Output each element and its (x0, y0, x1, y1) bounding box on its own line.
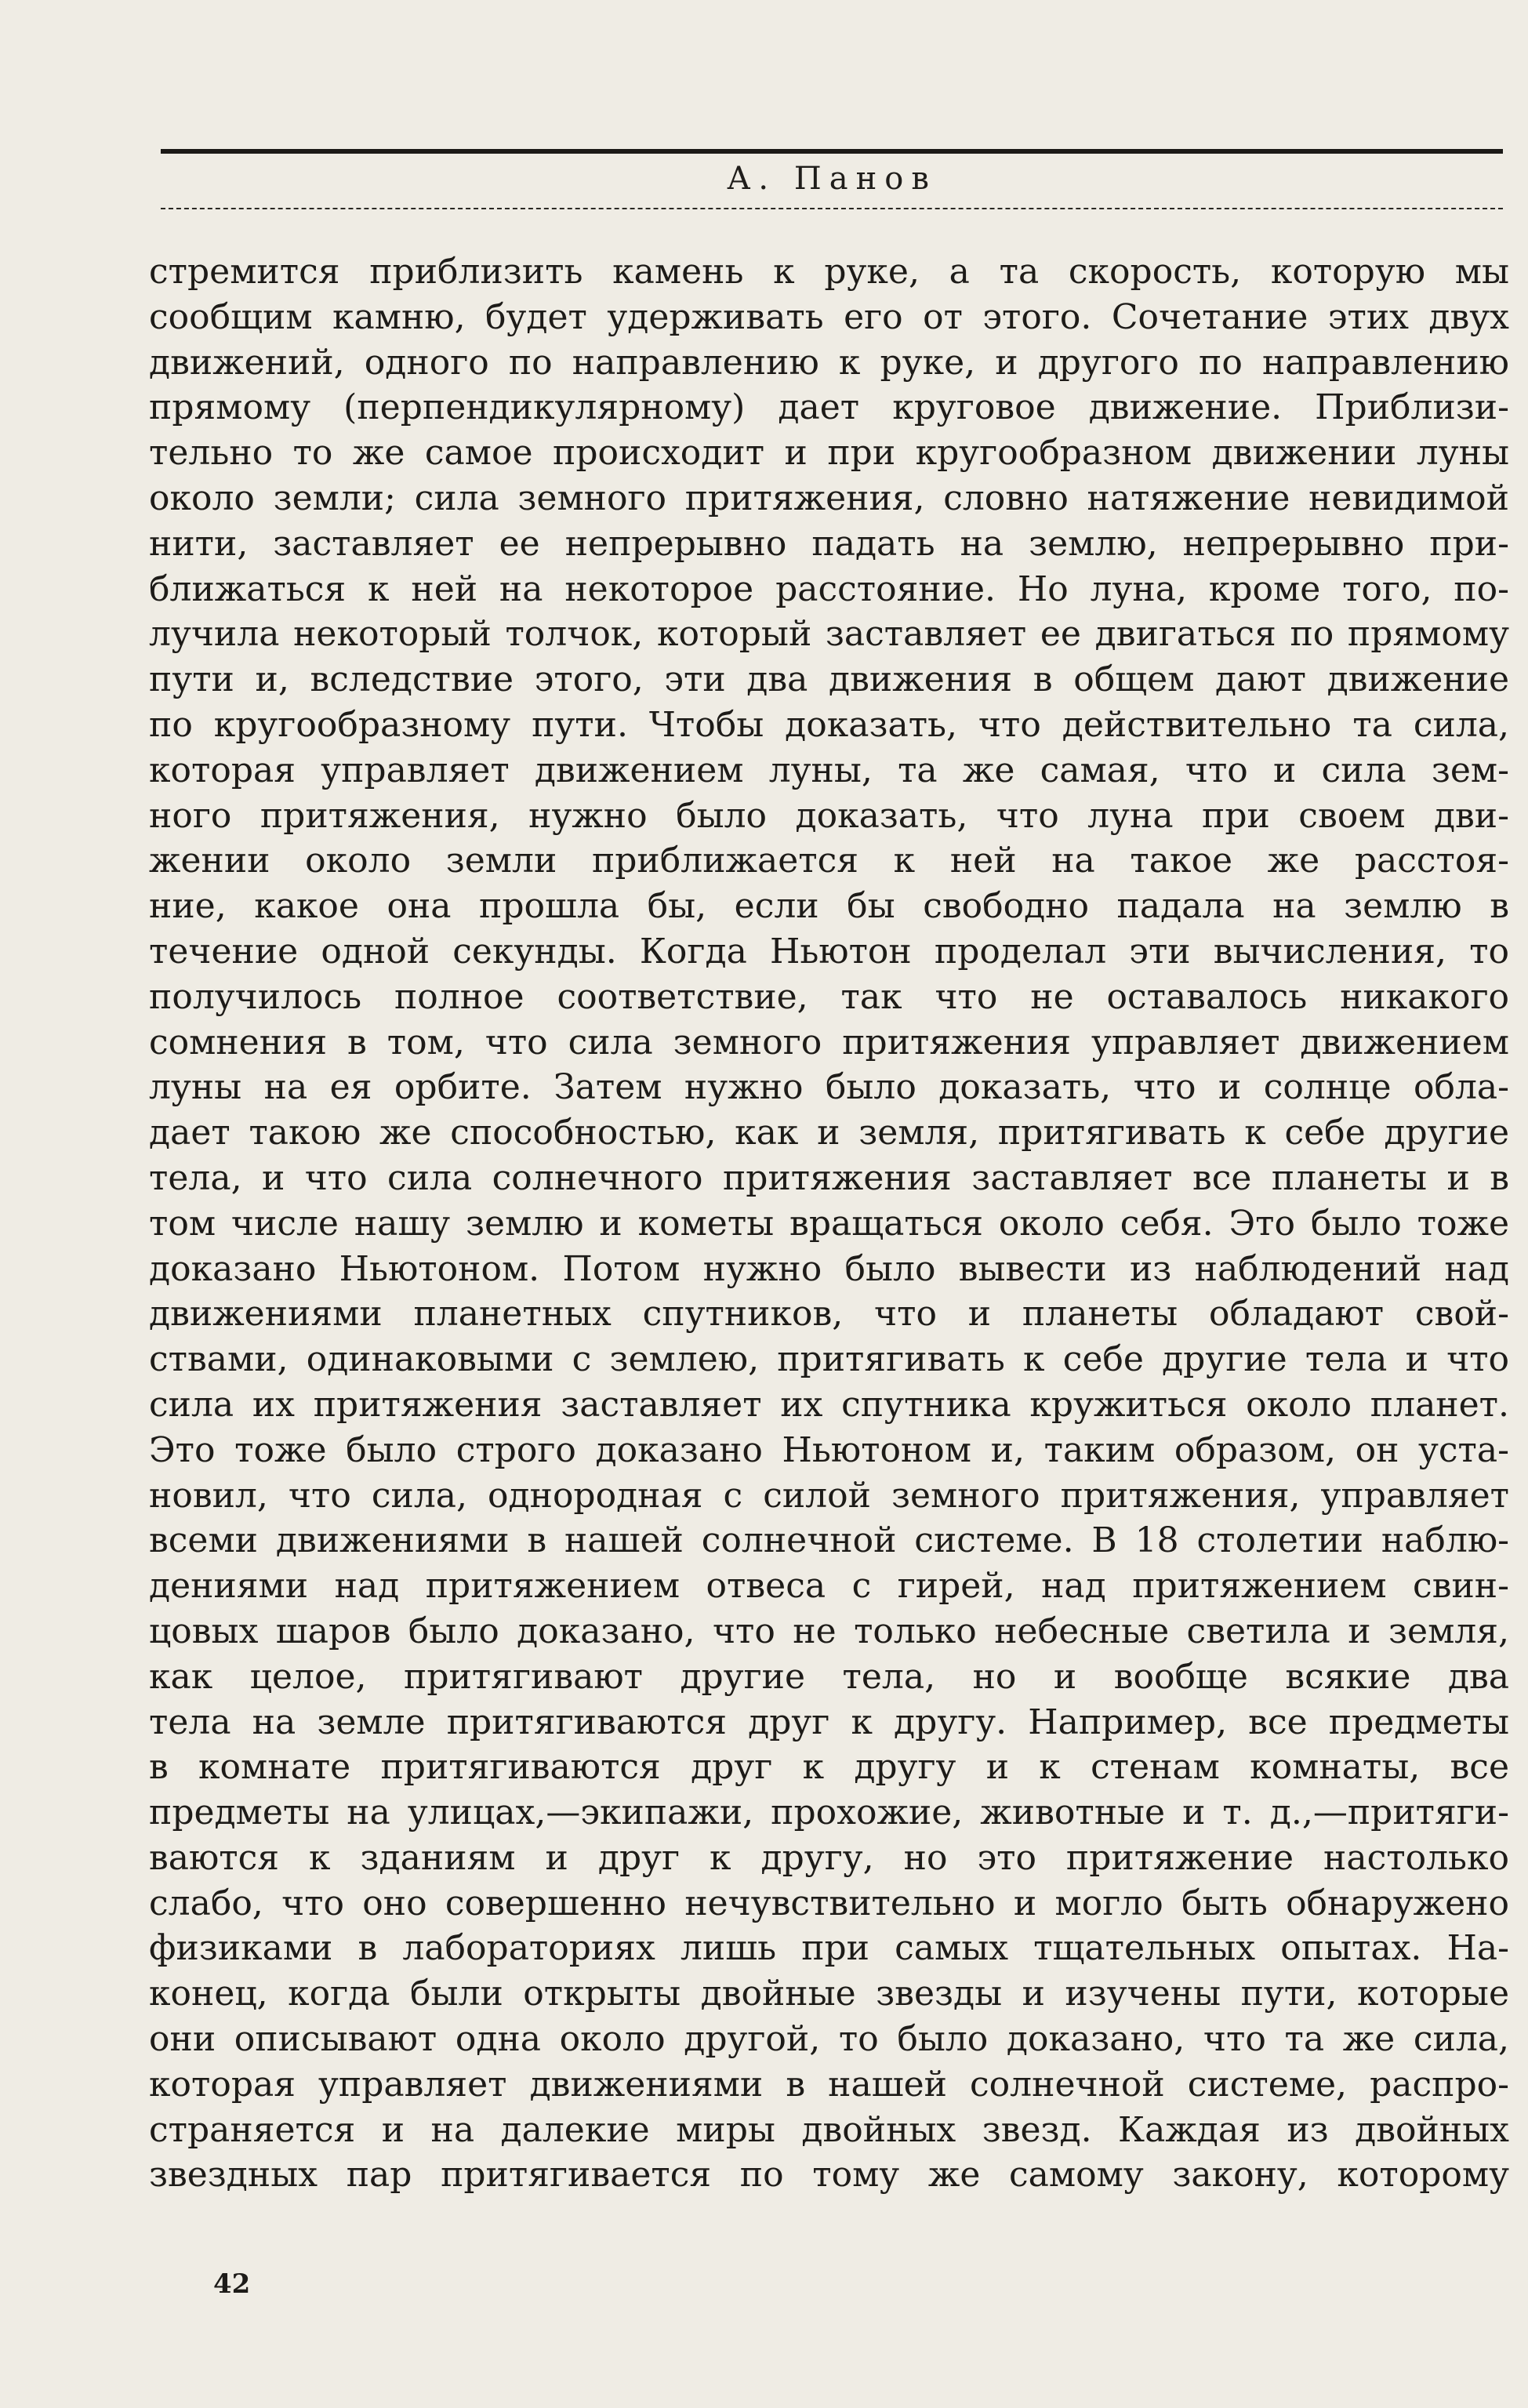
text-line: течение одной секунды. Когда Ньютон проделал эти вычисления, то (149, 931, 1509, 972)
text-line: всеми движениями в нашей солнечной системе. В 18 столетии наблю- (149, 1520, 1509, 1561)
text-line: прямому (перпендикулярному) дает круговое движение. Приблизи- (149, 387, 1509, 428)
page-number: 42 (213, 2268, 251, 2300)
text-line: доказано Ньютоном. Потом нужно было вывести из наблюдений над (149, 1248, 1509, 1289)
text-line: новил, что сила, однородная с силой земного притяжения, управляет (149, 1475, 1509, 1516)
running-head: А. Панов (727, 161, 937, 197)
text-line: как целое, притягивают другие тела, но и вообще всякие два (149, 1656, 1509, 1697)
text-line: цовых шаров было доказано, что не только небесные светила и земля, (149, 1611, 1509, 1651)
text-line: движений, одного по направлению к руке, и другого по направлению (149, 342, 1509, 383)
text-line: страняется и на далекие миры двойных звезд. Каждая из двойных (149, 2109, 1509, 2150)
text-line: они описывают одна около другой, то было доказано, что та же сила, (149, 2019, 1509, 2060)
text-line: нити, заставляет ее непрерывно падать на землю, непрерывно при- (149, 523, 1509, 564)
text-line: получилось полное соответствие, так что не оставалось никакого (149, 976, 1509, 1017)
text-line: лучила некоторый толчок, который заставляет ее двигаться по прямому (149, 614, 1509, 655)
text-line: предметы на улицах,—экипажи, прохожие, животные и т. д.,—притяги- (149, 1792, 1509, 1833)
text-line: сила их притяжения заставляет их спутника кружиться около планет. (149, 1384, 1509, 1425)
header-rule-top (161, 149, 1503, 154)
text-line: дает такою же способностью, как и земля, притягивать к себе другие (149, 1113, 1509, 1153)
text-line: сообщим камню, будет удерживать его от этого. Сочетание этих двух (149, 296, 1509, 337)
text-line: движениями планетных спутников, что и планеты обладают свой- (149, 1294, 1509, 1335)
text-line: луны на ея орбите. Затем нужно было доказать, что и солнце обла- (149, 1067, 1509, 1108)
text-line: жении около земли приближается к ней на такое же расстоя- (149, 841, 1509, 881)
text-line: физиками в лабораториях лишь при самых тщательных опытах. На- (149, 1928, 1509, 1969)
header-rule-bottom (161, 208, 1503, 209)
text-line: ближаться к ней на некоторое расстояние. Но луна, кроме того, по- (149, 568, 1509, 609)
text-line: сомнения в том, что сила земного притяжения управляет движением (149, 1022, 1509, 1062)
text-line: которая управляет движением луны, та же самая, что и сила зем- (149, 750, 1509, 790)
text-line: которая управляет движениями в нашей солнечной системе, распро- (149, 2064, 1509, 2105)
text-line: ствами, одинаковыми с землею, притягивать к себе другие тела и что (149, 1339, 1509, 1380)
text-line: пути и, вследствие этого, эти два движения в общем дают движение (149, 659, 1509, 700)
text-line: тельно то же самое происходит и при кругообразном движении луны (149, 433, 1509, 474)
text-line: том числе нашу землю и кометы вращаться около себя. Это было тоже (149, 1203, 1509, 1244)
text-line: по кругообразному пути. Чтобы доказать, что действительно та сила, (149, 704, 1509, 745)
text-line: около земли; сила земного притяжения, словно натяжение невидимой (149, 478, 1509, 518)
text-line: тела, и что сила солнечного притяжения заставляет все планеты и в (149, 1157, 1509, 1198)
text-line: тела на земле притягиваются друг к другу. Например, все предметы (149, 1702, 1509, 1742)
text-line: конец, когда были открыты двойные звезды и изучены пути, которые (149, 1974, 1509, 2014)
text-line: звездных пар притягивается по тому же самому закону, которому (149, 2155, 1509, 2196)
body-text (149, 249, 1509, 2198)
text-line: стремится приблизить камень к руке, а та скорость, которую мы (149, 252, 1509, 292)
text-line: ного притяжения, нужно было доказать, что луна при своем дви- (149, 795, 1509, 836)
text-line: ваются к зданиям и друг к другу, но это притяжение настолько (149, 1837, 1509, 1878)
text-line: Это тоже было строго доказано Ньютоном и, таким образом, он уста- (149, 1429, 1509, 1470)
text-line: в комнате притягиваются друг к другу и к стенам комнаты, все (149, 1747, 1509, 1788)
text-line: слабо, что оно совершенно нечувствительно и могло быть обнаружено (149, 1883, 1509, 1923)
text-line: дениями над притяжением отвеса с гирей, над притяжением свин- (149, 1566, 1509, 1607)
text-line: ние, какое она прошла бы, если бы свободно падала на землю в (149, 886, 1509, 927)
